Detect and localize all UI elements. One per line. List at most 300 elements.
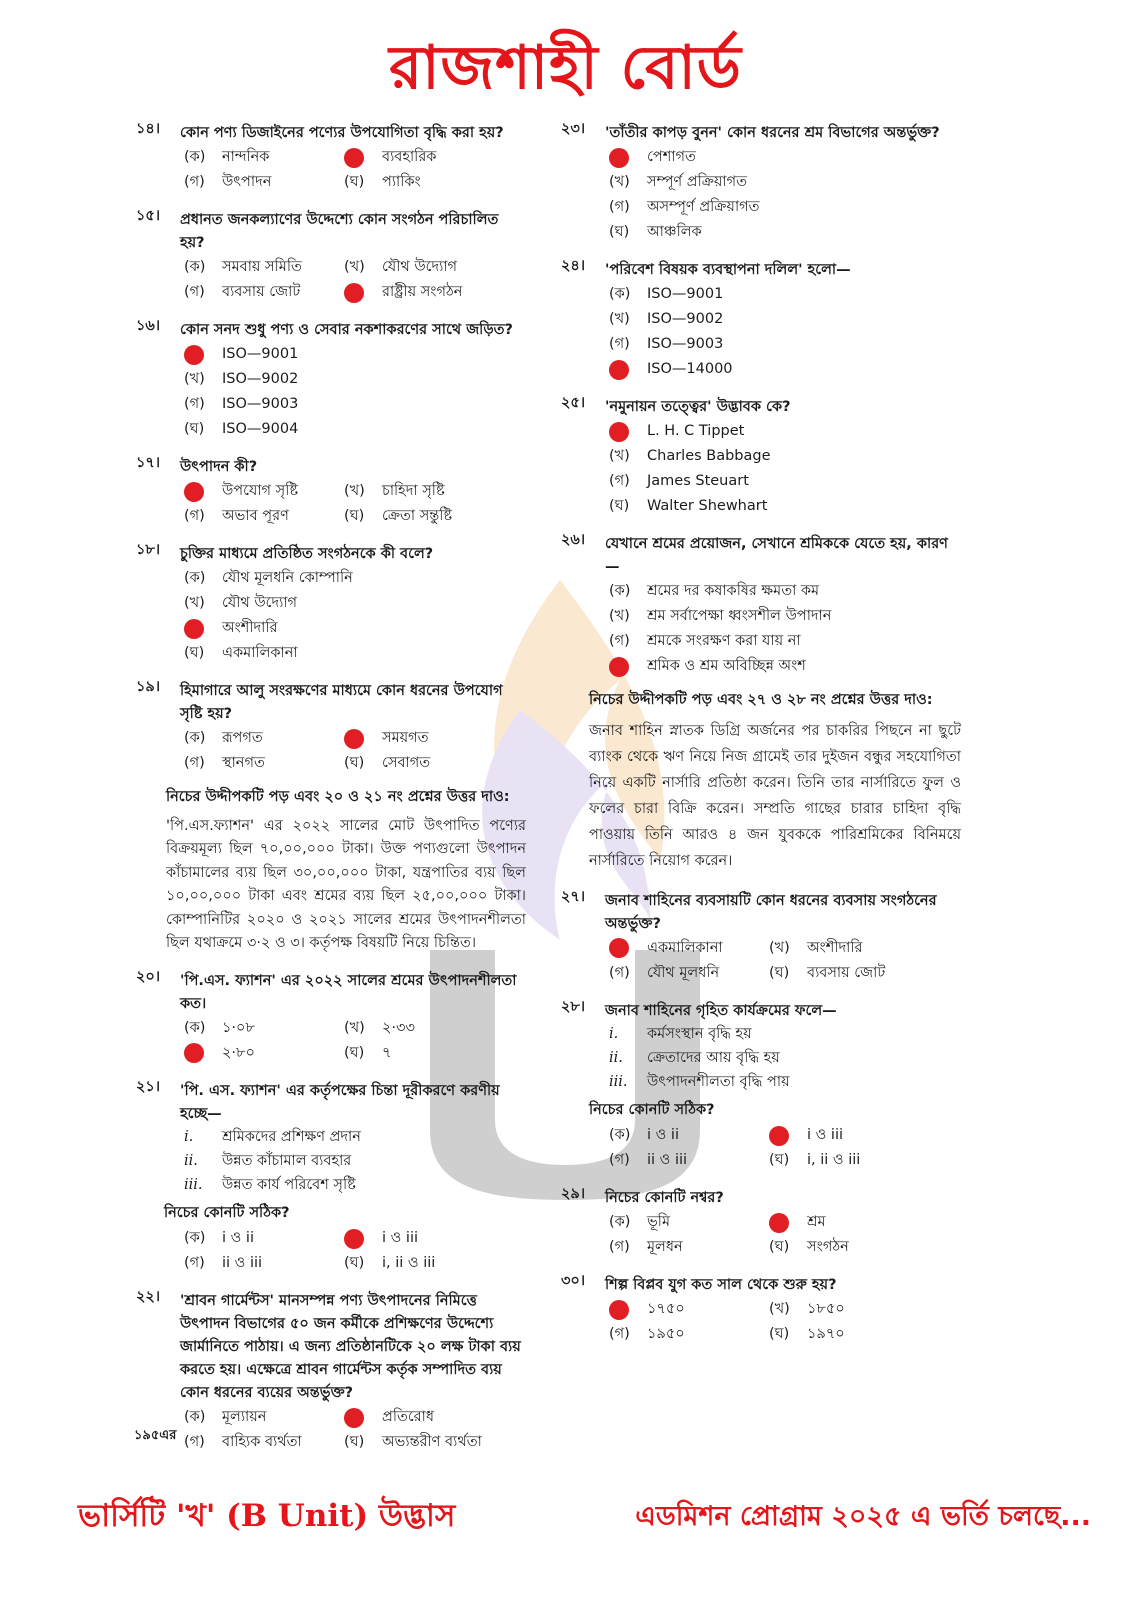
answer-option[interactable] bbox=[769, 1235, 959, 1260]
answer-option[interactable] bbox=[344, 726, 534, 751]
answer-option[interactable] bbox=[344, 170, 534, 195]
left-questions-group-a bbox=[136, 122, 526, 776]
option-text: সংগঠন bbox=[807, 1239, 849, 1256]
correct-answer-marker-icon bbox=[344, 1408, 364, 1428]
answer-option[interactable] bbox=[184, 280, 344, 305]
answer-options bbox=[136, 342, 526, 442]
answer-option[interactable] bbox=[769, 1210, 959, 1235]
option-label: (ক) bbox=[609, 1127, 631, 1144]
answer-option[interactable] bbox=[136, 417, 526, 442]
answer-options bbox=[136, 1405, 526, 1455]
option-label: (খ) bbox=[344, 259, 365, 276]
answer-options bbox=[136, 1226, 526, 1276]
statement-numeral: iii. bbox=[184, 1177, 203, 1194]
option-label: (ঘ) bbox=[769, 964, 790, 981]
answer-option[interactable] bbox=[344, 145, 534, 170]
answer-option[interactable] bbox=[769, 936, 959, 961]
option-label: (ক) bbox=[184, 1409, 206, 1426]
option-label: (গ) bbox=[609, 964, 630, 981]
option-text: ii ও iii bbox=[647, 1152, 688, 1169]
option-text: ১·০৮ bbox=[222, 1019, 255, 1036]
question-text: 'পরিবেশ বিষয়ক ব্যবস্থাপনা দলিল' হলো— bbox=[605, 262, 851, 278]
option-text: মূলধন bbox=[647, 1239, 683, 1256]
answer-option[interactable] bbox=[561, 357, 961, 382]
option-text: প্রতিরোধ bbox=[382, 1409, 434, 1426]
option-text: অসম্পূর্ণ প্রক্রিয়াগত bbox=[647, 199, 760, 216]
statement-text: কর্মসংস্থান বৃদ্ধি হয় bbox=[647, 1026, 752, 1043]
question-header bbox=[561, 1274, 961, 1297]
option-text: James Steuart bbox=[647, 473, 749, 490]
footer-left-banner: ভার্সিটি 'খ' (B Unit) উদ্ভাস bbox=[78, 1498, 456, 1534]
question-item bbox=[136, 209, 526, 305]
answer-option[interactable] bbox=[136, 392, 526, 417]
option-text: অংশীদারি bbox=[807, 939, 863, 956]
option-text: Charles Babbage bbox=[647, 448, 771, 465]
option-label: (গ) bbox=[184, 1255, 205, 1272]
answer-option[interactable] bbox=[344, 1251, 534, 1276]
question-text: নিচের কোনটি নশ্বর? bbox=[605, 1190, 724, 1206]
right-stem-text: জনাব শাহিন স্নাতক ডিগ্রি অর্জনের পর চাকরির পিছনে না ছুটে ব্যাংক থেকে ঋণ নিয়ে নিজ গ্রামেই তার দুইজন বন্ধুর সহযোগিতা নিয়ে একটি নার্সারি প্রতিষ্ঠা করেন। তিনি তার নার্সারিতে ফুল ও ফলের চারা বিক্রি করেন। সম্প্রতি গাছের চারার চাহিদা বৃদ্ধি পাওয়ায় তিনি আরও ৪ জন যুবককে পারিশ্রমিকের বিনিময়ে নার্সারিতে নিয়োগ করেন। bbox=[589, 722, 961, 869]
answer-option[interactable] bbox=[561, 145, 961, 170]
answer-option[interactable] bbox=[609, 1322, 769, 1347]
option-text: i ও iii bbox=[807, 1127, 844, 1144]
correct-answer-marker-icon bbox=[609, 422, 629, 442]
option-label: (গ) bbox=[609, 1239, 630, 1256]
correct-answer-marker-icon bbox=[184, 345, 204, 365]
left-stem-heading: নিচের উদ্দীপকটি পড় এবং ২০ ও ২১ নং প্রশ্নের উত্তর দাও: bbox=[166, 789, 510, 805]
option-text: পেশাগত bbox=[647, 149, 696, 166]
question-header bbox=[136, 543, 526, 566]
option-text: ব্যবহারিক bbox=[382, 149, 437, 166]
correct-answer-marker-icon bbox=[769, 1126, 789, 1146]
option-label: (খ) bbox=[184, 595, 205, 612]
answer-option[interactable] bbox=[609, 1297, 769, 1322]
option-label: (ঘ) bbox=[184, 421, 205, 438]
option-text: রাষ্ট্রীয় সংগঠন bbox=[382, 284, 463, 301]
answer-option[interactable] bbox=[561, 220, 961, 245]
question-number: ২২। bbox=[136, 1289, 161, 1305]
answer-option[interactable] bbox=[136, 641, 526, 666]
option-label: (ঘ) bbox=[609, 224, 630, 241]
option-text: ISO—9001 bbox=[647, 286, 724, 303]
statement-item bbox=[136, 1150, 526, 1174]
statement-text: উন্নত কার্য পরিবেশ সৃষ্টি bbox=[222, 1177, 356, 1194]
answer-options bbox=[136, 255, 526, 305]
statement-numeral: i. bbox=[184, 1129, 194, 1146]
answer-option[interactable] bbox=[184, 1041, 344, 1066]
answer-option[interactable] bbox=[561, 629, 961, 654]
question-item bbox=[561, 1000, 961, 1174]
statement-numeral: ii. bbox=[609, 1050, 623, 1067]
question-item bbox=[136, 543, 526, 666]
statement-numeral: ii. bbox=[184, 1153, 198, 1170]
correct-answer-marker-icon bbox=[184, 482, 204, 502]
option-text: ১৮৫০ bbox=[807, 1301, 845, 1318]
page-number: ১৯৫এর bbox=[134, 1428, 177, 1443]
answer-option[interactable] bbox=[184, 1226, 344, 1251]
option-text: ISO—9004 bbox=[222, 421, 299, 438]
option-label: (ঘ) bbox=[344, 1434, 365, 1451]
option-label: (গ) bbox=[184, 1434, 205, 1451]
left-stem-text: 'পি.এস.ফ্যাশন' এর ২০২২ সালের মোট উৎপাদিত পণ্যের বিক্রয়মূল্য ছিল ৭০,০০,০০০ টাকা। উক্ত পণ্যগুলো উৎপাদন কাঁচামালের ব্যয় ছিল ৩০,০০,০০০ টাকা, যন্ত্রপাতির ব্যয় ছিল ১০,০০,০০০ টাকা এবং শ্রমের ব্যয় ছিল ২৫,০০,০০০ টাকা। কোম্পানিটির ২০২০ ও ২০২১ সালের শ্রমের উৎপাদনশীলতা ছিল যথাক্রমে ৩·২ ও ৩। কর্তৃপক্ষ বিষয়টি নিয়ে চিন্তিত। bbox=[166, 817, 526, 951]
option-text: i ও ii bbox=[222, 1230, 254, 1247]
option-text: মূল্যায়ন bbox=[222, 1409, 267, 1426]
answer-option[interactable] bbox=[136, 616, 526, 641]
question-21-block bbox=[136, 1080, 526, 1277]
answer-options bbox=[561, 282, 961, 382]
question-item bbox=[561, 122, 961, 245]
option-text: i ও ii bbox=[647, 1127, 679, 1144]
option-label: (ক) bbox=[184, 149, 206, 166]
option-text: ২·৩৩ bbox=[382, 1019, 415, 1036]
answer-options bbox=[561, 1297, 961, 1347]
option-text: i, ii ও iii bbox=[807, 1152, 861, 1169]
correct-answer-marker-icon bbox=[609, 1300, 629, 1320]
answer-option[interactable] bbox=[609, 1123, 769, 1148]
answer-option[interactable] bbox=[609, 961, 769, 986]
question-header bbox=[136, 1080, 526, 1126]
answer-option[interactable] bbox=[561, 195, 961, 220]
question-item bbox=[136, 1290, 526, 1455]
footer-right-banner: এডমিশন প্রোগ্রাম ২০২৫ এ ভর্তি চলছে... bbox=[635, 1501, 1091, 1532]
option-label: (খ) bbox=[609, 174, 630, 191]
option-label: (ক) bbox=[184, 259, 206, 276]
answer-option[interactable] bbox=[136, 591, 526, 616]
question-item bbox=[561, 1274, 961, 1347]
question-text: 'নমুনায়ন তত্ত্বের' উদ্ভাবক কে? bbox=[605, 399, 791, 415]
question-text: 'তাঁতীর কাপড় বুনন' কোন ধরনের শ্রম বিভাগের অন্তর্ভুক্ত? bbox=[605, 125, 940, 141]
option-text: উৎপাদন bbox=[222, 174, 272, 191]
option-label: (খ) bbox=[769, 939, 790, 956]
question-number: ২৫। bbox=[561, 395, 586, 411]
answer-option[interactable] bbox=[561, 282, 961, 307]
answer-option[interactable] bbox=[184, 1405, 344, 1430]
option-label: (খ) bbox=[609, 608, 630, 625]
answer-option[interactable] bbox=[344, 255, 534, 280]
question-item bbox=[561, 533, 961, 679]
answer-option[interactable] bbox=[344, 1016, 534, 1041]
option-text: Walter Shewhart bbox=[647, 498, 768, 515]
option-label: (ঘ) bbox=[184, 645, 205, 662]
statement-text: উৎপাদনশীলতা বৃদ্ধি পায় bbox=[647, 1074, 790, 1091]
question-text: চুক্তির মাধ্যমে প্রতিষ্ঠিত সংগঠনকে কী বলে? bbox=[180, 546, 434, 562]
correct-answer-marker-icon bbox=[609, 148, 629, 168]
option-label: (খ) bbox=[344, 483, 365, 500]
answer-option[interactable] bbox=[184, 1430, 344, 1455]
answer-option[interactable] bbox=[769, 1123, 959, 1148]
option-text: নান্দনিক bbox=[222, 149, 270, 166]
option-text: i ও iii bbox=[382, 1230, 419, 1247]
question-number: ২১। bbox=[136, 1078, 161, 1095]
question-text: যেখানে শ্রমের প্রয়োজন, সেখানে শ্রমিককে যেতে হয়, কারণ— bbox=[605, 536, 948, 575]
answer-option[interactable] bbox=[184, 145, 344, 170]
option-label: (ঘ) bbox=[344, 174, 365, 191]
answer-option[interactable] bbox=[561, 654, 961, 679]
question-header bbox=[136, 680, 526, 726]
answer-option[interactable] bbox=[184, 751, 344, 776]
statement-text: শ্রমিকদের প্রশিক্ষণ প্রদান bbox=[222, 1129, 361, 1146]
statement-numeral: i. bbox=[609, 1026, 619, 1043]
option-text: শ্রমিক ও শ্রম অবিচ্ছিন্ন অংশ bbox=[647, 658, 806, 675]
option-text: ISO—14000 bbox=[647, 361, 733, 378]
correct-answer-marker-icon bbox=[609, 938, 629, 958]
option-label: (গ) bbox=[609, 1152, 630, 1169]
correct-answer-marker-icon bbox=[344, 283, 364, 303]
question-header bbox=[136, 209, 526, 255]
option-text: ব্যবসায় জোট bbox=[807, 964, 886, 981]
question-item bbox=[561, 1187, 961, 1260]
answer-option[interactable] bbox=[184, 1251, 344, 1276]
answer-option[interactable] bbox=[769, 961, 959, 986]
option-text: যৌথ মূলধনি কোম্পানি bbox=[222, 570, 353, 587]
option-text: সেবাগত bbox=[382, 755, 431, 772]
answer-option[interactable] bbox=[184, 479, 344, 504]
option-label: (খ) bbox=[769, 1301, 790, 1318]
statement-item bbox=[561, 1047, 961, 1071]
answer-option[interactable] bbox=[184, 1016, 344, 1041]
option-text: শ্রমকে সংরক্ষণ করা যায় না bbox=[647, 633, 801, 650]
answer-option[interactable] bbox=[561, 332, 961, 357]
right-stem-heading: নিচের উদ্দীপকটি পড় এবং ২৭ ও ২৮ নং প্রশ্নের উত্তর দাও: bbox=[589, 692, 933, 708]
answer-option[interactable] bbox=[184, 726, 344, 751]
option-label: (ঘ) bbox=[344, 1044, 365, 1061]
statement-item bbox=[561, 1023, 961, 1047]
question-text: 'পি.এস. ফ্যাশন' এর ২০২২ সালের শ্রমের উৎপাদনশীলতা কত। bbox=[180, 972, 517, 1012]
answer-option[interactable] bbox=[561, 579, 961, 604]
correct-answer-marker-icon bbox=[344, 729, 364, 749]
option-text: স্থানগত bbox=[222, 755, 265, 772]
option-label: (ক) bbox=[184, 730, 206, 747]
answer-option[interactable] bbox=[344, 280, 534, 305]
option-text: অংশীদারি bbox=[222, 620, 278, 637]
question-item bbox=[136, 970, 526, 1066]
question-number: ২০। bbox=[136, 968, 161, 985]
answer-options bbox=[561, 1210, 961, 1260]
option-label: (খ) bbox=[609, 448, 630, 465]
option-text: সম্পূর্ণ প্রক্রিয়াগত bbox=[647, 174, 747, 191]
question-item bbox=[136, 680, 526, 776]
option-text: বাহ্যিক ব্যর্থতা bbox=[222, 1434, 302, 1451]
option-text: আঞ্চলিক bbox=[647, 224, 702, 241]
option-text: ISO—9002 bbox=[222, 371, 299, 388]
question-header bbox=[561, 396, 961, 419]
option-text: ক্রেতা সন্তুষ্টি bbox=[382, 508, 453, 525]
option-text: ii ও iii bbox=[222, 1255, 263, 1272]
option-text: অভাব পূরণ bbox=[222, 508, 289, 525]
question-22-block bbox=[136, 1290, 526, 1455]
correct-answer-marker-icon bbox=[769, 1213, 789, 1233]
answer-option[interactable] bbox=[561, 604, 961, 629]
option-label: (ঘ) bbox=[609, 498, 630, 515]
question-number: ১৪। bbox=[136, 121, 161, 137]
answer-option[interactable] bbox=[561, 419, 961, 444]
option-text: উপযোগ সৃষ্টি bbox=[222, 483, 299, 500]
option-label: (ক) bbox=[609, 583, 631, 600]
option-text: L. H. C Tippet bbox=[647, 423, 745, 440]
answer-option[interactable] bbox=[344, 479, 534, 504]
option-label: (গ) bbox=[184, 396, 205, 413]
option-text: ২·৮০ bbox=[222, 1044, 255, 1061]
question-header bbox=[136, 970, 526, 1016]
sub-question: নিচের কোনটি সঠিক? bbox=[589, 1101, 715, 1118]
correct-answer-marker-icon bbox=[184, 1043, 204, 1063]
answer-option[interactable] bbox=[561, 170, 961, 195]
option-label: (ক) bbox=[609, 286, 631, 303]
question-number: ২৯। bbox=[561, 1186, 586, 1202]
answer-option[interactable] bbox=[769, 1148, 959, 1173]
option-text: ১৯৭০ bbox=[807, 1326, 845, 1343]
answer-option[interactable] bbox=[344, 1430, 534, 1455]
option-text: যৌথ উদ্যোগ bbox=[222, 595, 298, 612]
answer-option[interactable] bbox=[344, 751, 534, 776]
option-text: ISO—9002 bbox=[647, 311, 724, 328]
correct-answer-marker-icon bbox=[344, 1229, 364, 1249]
option-text: একমালিকানা bbox=[222, 645, 298, 662]
question-27-block bbox=[561, 890, 961, 986]
question-header bbox=[136, 456, 526, 479]
option-text: ISO—9003 bbox=[647, 336, 724, 353]
statement-item bbox=[136, 1126, 526, 1150]
option-label: (গ) bbox=[184, 174, 205, 191]
answer-option[interactable] bbox=[184, 255, 344, 280]
answer-option[interactable] bbox=[184, 170, 344, 195]
option-text: শ্রম সর্বাপেক্ষা ধ্বংসশীল উপাদান bbox=[647, 608, 832, 625]
answer-options bbox=[561, 145, 961, 245]
option-label: (ঘ) bbox=[344, 755, 365, 772]
answer-option[interactable] bbox=[561, 469, 961, 494]
answer-option[interactable] bbox=[344, 1226, 534, 1251]
option-text: রূপগত bbox=[222, 730, 263, 747]
question-text: শিল্প বিপ্লব যুগ কত সাল থেকে শুরু হয়? bbox=[605, 1277, 837, 1293]
correct-answer-marker-icon bbox=[609, 657, 629, 677]
question-header bbox=[561, 890, 961, 936]
option-label: (গ) bbox=[184, 755, 205, 772]
answer-option[interactable] bbox=[344, 1041, 534, 1066]
answer-options bbox=[136, 145, 526, 195]
question-text: হিমাগারে আলু সংরক্ষণের মাধ্যমে কোন ধরনের উপযোগ সৃষ্টি হয়? bbox=[180, 683, 503, 722]
option-text: সমবায় সমিতি bbox=[222, 259, 302, 276]
answer-options bbox=[561, 419, 961, 519]
option-label: (ঘ) bbox=[769, 1326, 790, 1343]
option-label: (গ) bbox=[609, 1326, 630, 1343]
question-header bbox=[136, 122, 526, 145]
answer-options bbox=[136, 566, 526, 666]
sub-question: নিচের কোনটি সঠিক? bbox=[164, 1204, 290, 1221]
answer-options bbox=[561, 1123, 961, 1173]
right-questions-group-a bbox=[561, 122, 961, 679]
question-number: ২৪। bbox=[561, 258, 586, 274]
option-text: ১৯৫০ bbox=[647, 1326, 685, 1343]
answer-option[interactable] bbox=[561, 307, 961, 332]
option-label: (ক) bbox=[184, 1230, 206, 1247]
option-text: যৌথ মূলধনি bbox=[647, 964, 720, 981]
option-label: (ঘ) bbox=[769, 1239, 790, 1256]
answer-option[interactable] bbox=[609, 936, 769, 961]
option-text: i, ii ও iii bbox=[382, 1255, 436, 1272]
option-label: (গ) bbox=[184, 508, 205, 525]
answer-option[interactable] bbox=[769, 1322, 959, 1347]
option-label: (গ) bbox=[609, 336, 630, 353]
option-label: (ঘ) bbox=[769, 1152, 790, 1169]
answer-options bbox=[561, 579, 961, 679]
option-label: (গ) bbox=[609, 633, 630, 650]
right-questions-group-b bbox=[561, 1187, 961, 1347]
question-header bbox=[561, 533, 961, 579]
answer-option[interactable] bbox=[184, 504, 344, 529]
correct-answer-marker-icon bbox=[609, 360, 629, 380]
statement-text: উন্নত কাঁচামাল ব্যবহার bbox=[222, 1153, 352, 1170]
statement-text: ক্রেতাদের আয় বৃদ্ধি হয় bbox=[647, 1050, 780, 1067]
answer-option[interactable] bbox=[561, 444, 961, 469]
answer-option[interactable] bbox=[609, 1235, 769, 1260]
option-text: সময়গত bbox=[382, 730, 429, 747]
option-text: শ্রমের দর কষাকষির ক্ষমতা কম bbox=[647, 583, 820, 600]
question-text: প্রধানত জনকল্যাণের উদ্দেশ্যে কোন সংগঠন পরিচালিত হয়? bbox=[180, 212, 499, 251]
option-text: যৌথ উদ্যোগ bbox=[382, 259, 458, 276]
option-label: (খ) bbox=[184, 371, 205, 388]
question-item bbox=[136, 319, 526, 442]
answer-option[interactable] bbox=[136, 367, 526, 392]
answer-option[interactable] bbox=[136, 342, 526, 367]
question-number: ৩০। bbox=[561, 1273, 586, 1289]
option-label: (ক) bbox=[609, 1214, 631, 1231]
option-label: (খ) bbox=[344, 1019, 365, 1036]
question-item bbox=[136, 122, 526, 195]
statement-item bbox=[561, 1071, 961, 1095]
question-text: 'পি. এস. ফ্যাশন' এর কর্তৃপক্ষের চিন্তা দূরীকরণে করণীয় হচ্ছে— bbox=[180, 1082, 500, 1122]
option-text: ভূমি bbox=[647, 1214, 671, 1231]
option-text: ১৭৫০ bbox=[647, 1301, 685, 1318]
question-header bbox=[561, 259, 961, 282]
question-text: জনাব শাহিনের গৃহিত কার্যক্রমের ফলে— bbox=[605, 1002, 837, 1019]
answer-option[interactable] bbox=[344, 504, 534, 529]
question-number: ১৫। bbox=[136, 208, 161, 224]
option-text: প্যাকিং bbox=[382, 174, 421, 191]
question-28-block bbox=[561, 1000, 961, 1174]
correct-answer-marker-icon bbox=[184, 619, 204, 639]
question-number: ১৭। bbox=[136, 455, 161, 471]
option-text: অভ্যন্তরীণ ব্যর্থতা bbox=[382, 1434, 482, 1451]
option-label: (গ) bbox=[609, 473, 630, 490]
option-text: শ্রম bbox=[807, 1214, 826, 1231]
correct-answer-marker-icon bbox=[344, 148, 364, 168]
question-number: ২৮। bbox=[561, 998, 586, 1015]
option-text: একমালিকানা bbox=[647, 939, 723, 956]
left-column bbox=[136, 122, 526, 1469]
answer-options bbox=[136, 479, 526, 529]
answer-option[interactable] bbox=[136, 566, 526, 591]
answer-option[interactable] bbox=[609, 1210, 769, 1235]
option-label: (ঘ) bbox=[344, 508, 365, 525]
question-header bbox=[561, 1187, 961, 1210]
option-text: চাহিদা সৃষ্টি bbox=[382, 483, 445, 500]
question-item bbox=[136, 456, 526, 529]
option-label: (ক) bbox=[184, 570, 206, 587]
answer-option[interactable] bbox=[561, 494, 961, 519]
answer-option[interactable] bbox=[609, 1148, 769, 1173]
question-header bbox=[136, 1290, 526, 1405]
question-item bbox=[561, 890, 961, 986]
answer-option[interactable] bbox=[769, 1297, 959, 1322]
question-text: কোন পণ্য ডিজাইনের পণ্যের উপযোগিতা বৃদ্ধি করা হয়? bbox=[180, 125, 504, 141]
option-label: (গ) bbox=[184, 284, 205, 301]
answer-option[interactable] bbox=[344, 1405, 534, 1430]
question-text: জনাব শাহিনের ব্যবসায়টি কোন ধরনের ব্যবসায় সংগঠনের অন্তর্ভুক্ত? bbox=[605, 892, 937, 932]
option-text: ৭ bbox=[382, 1044, 392, 1061]
option-text: ISO—9001 bbox=[222, 346, 299, 363]
question-header bbox=[136, 319, 526, 342]
question-number: ২৩। bbox=[561, 121, 586, 137]
